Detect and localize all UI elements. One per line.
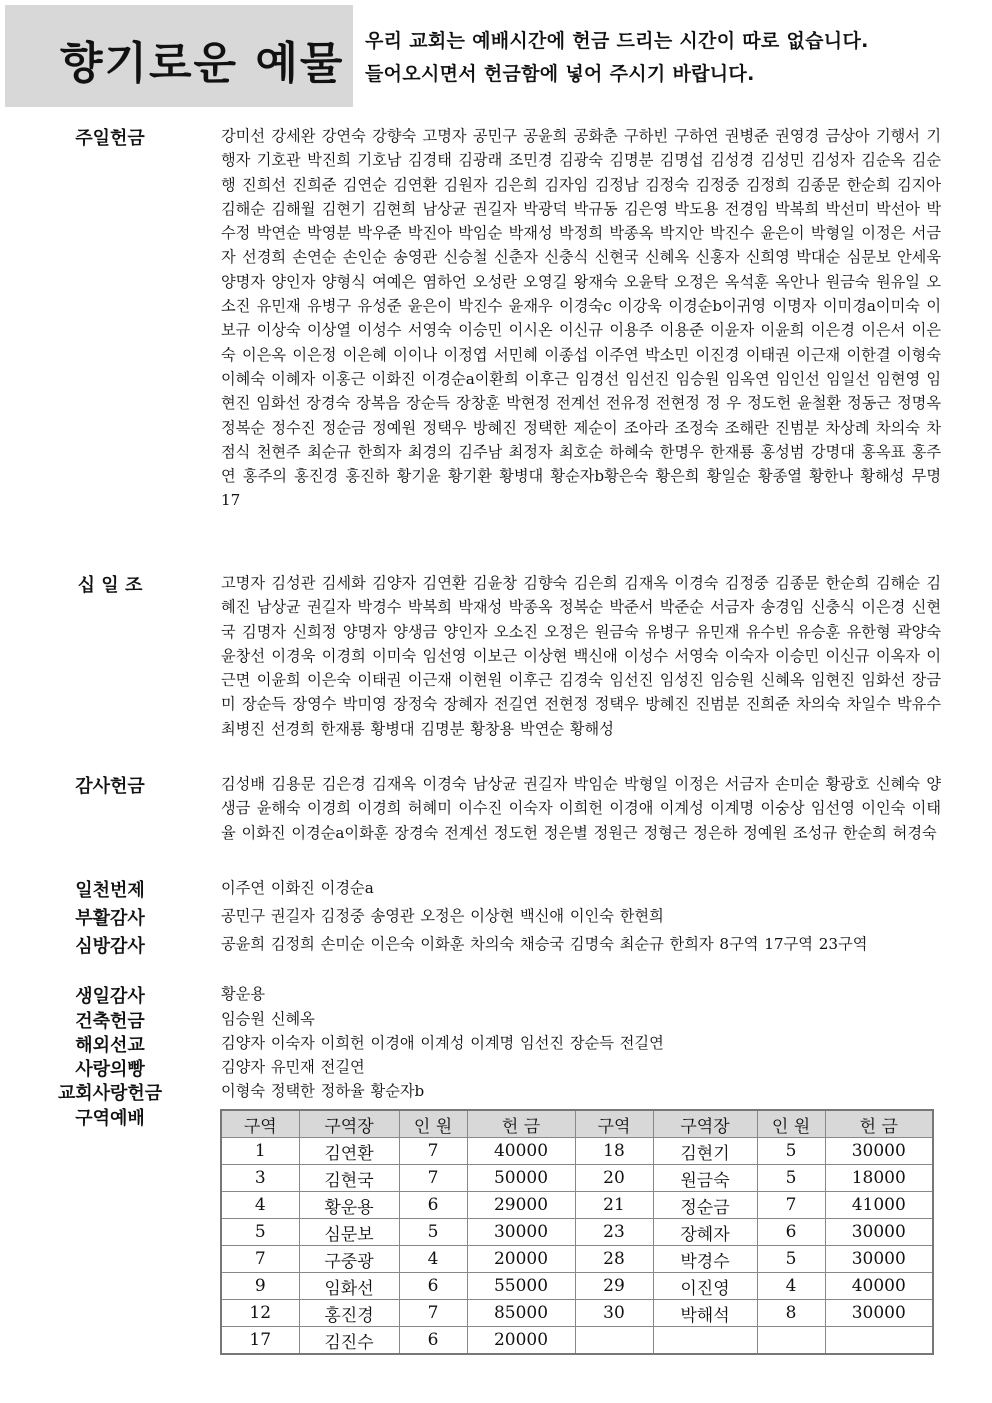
table-cell: 18000 — [825, 1165, 933, 1192]
table-cell: 29 — [575, 1273, 653, 1300]
table-cell: 4 — [399, 1246, 467, 1273]
names-church-love: 이형숙 정택한 정하율 황순자b — [221, 1082, 425, 1100]
title-box — [5, 5, 353, 107]
names-mission: 김양자 이숙자 이희헌 이경애 이계성 이계명 임선진 장순득 전길연 — [221, 1034, 664, 1052]
names-easter: 공민구 권길자 김정중 송영관 오정은 이상현 백신애 이인숙 한현희 — [221, 907, 664, 925]
table-cell: 심문보 — [299, 1219, 399, 1246]
notice-line-1: 우리 교회는 예배시간에 헌금 드리는 시간이 따로 없습니다. — [365, 30, 869, 52]
table-cell: 40000 — [467, 1138, 575, 1165]
table-cell: 30000 — [825, 1219, 933, 1246]
table-cell: 정순금 — [653, 1192, 757, 1219]
district-table — [220, 1109, 934, 1355]
table-header-cell: 헌 금 — [467, 1110, 575, 1138]
table-row — [221, 1327, 933, 1355]
table-cell: 4 — [221, 1192, 299, 1219]
table-cell: 6 — [399, 1192, 467, 1219]
table-row — [221, 1300, 933, 1327]
table-cell: 1 — [221, 1138, 299, 1165]
table-cell: 이진영 — [653, 1273, 757, 1300]
table-cell: 30000 — [825, 1138, 933, 1165]
table-cell: 홍진경 — [299, 1300, 399, 1327]
table-cell: 3 — [221, 1165, 299, 1192]
label-birthday: 생일감사 — [75, 986, 145, 1007]
table-cell: 9 — [221, 1273, 299, 1300]
table-cell: 황운용 — [299, 1192, 399, 1219]
table-cell: 구중광 — [299, 1246, 399, 1273]
label-bread: 사랑의빵 — [75, 1059, 145, 1080]
table-cell: 5 — [757, 1246, 825, 1273]
label-mission: 해외선교 — [75, 1035, 145, 1056]
table-row — [221, 1273, 933, 1300]
table-cell: 7 — [399, 1138, 467, 1165]
table-cell: 5 — [221, 1219, 299, 1246]
table-cell: 85000 — [467, 1300, 575, 1327]
table-cell: 김연환 — [299, 1138, 399, 1165]
table-cell: 임화선 — [299, 1273, 399, 1300]
table-cell: 박해석 — [653, 1300, 757, 1327]
table-cell: 7 — [221, 1246, 299, 1273]
table-cell: 6 — [757, 1219, 825, 1246]
table-cell: 30000 — [825, 1300, 933, 1327]
label-district: 구역예배 — [75, 1108, 145, 1129]
table-row — [221, 1246, 933, 1273]
table-cell: 18 — [575, 1138, 653, 1165]
names-building: 임승원 신혜옥 — [221, 1010, 315, 1028]
table-cell: 김현기 — [653, 1138, 757, 1165]
table-row — [221, 1219, 933, 1246]
table-cell: 김진수 — [299, 1327, 399, 1355]
table-cell: 박경수 — [653, 1246, 757, 1273]
table-cell: 30000 — [825, 1246, 933, 1273]
table-cell: 6 — [399, 1273, 467, 1300]
table-cell: 30000 — [467, 1219, 575, 1246]
table-cell: 7 — [757, 1192, 825, 1219]
notice-line-2: 들어오시면서 헌금함에 넣어 주시기 바랍니다. — [365, 63, 755, 85]
table-cell: 6 — [399, 1327, 467, 1355]
table-cell: 55000 — [467, 1273, 575, 1300]
table-cell: 7 — [399, 1300, 467, 1327]
table-cell — [825, 1327, 933, 1355]
table-cell: 원금숙 — [653, 1165, 757, 1192]
table-cell: 21 — [575, 1192, 653, 1219]
label-visit: 심방감사 — [75, 936, 145, 957]
table-header-cell: 구역 — [575, 1110, 653, 1138]
table-cell: 장혜자 — [653, 1219, 757, 1246]
table-header-cell: 헌 금 — [825, 1110, 933, 1138]
names-sunday: 강미선 강세완 강연숙 강향숙 고명자 공민구 공윤희 공화춘 구하빈 구하연 권병준 권영경 금상아 기행서 기행자 기호관 박진희 기호남 김경태 김광래 조민경 김광숙 김명분 김명섭 김성경 김성민 김성자 김순옥 김순행 진희선 진희준 김연순 김연환 김원자 김은희 김자임 김정남 김정숙 김정중 김정희 김종문 한순희 김지아 김해순 김해월 김현기 김현희 남상균 권길자 박광덕 박규동 김은영 박도용 전경임 박복희 박선미 박선아 박수정 박연순 박영분 박우준 박진아 박임순 박재성 박정희 박종옥 박지안 박진수 윤은이 박형일 이정은 서금자 선경희 손연순 손인순 송영관 신승철 신춘자 신충식 신현국 신혜옥 신홍자 신희영 박대순 심문보 안세욱 양명자 양인자 양형식 여예은 염하언 오성란 오영길 왕재숙 오윤탁 오정은 옥석훈 옥안나 원금숙 원유일 오소진 유민재 유병구 유성준 윤은이 박진수 윤재우 이경숙c 이강욱 이경순b이귀영 이명자 이미경a이미숙 이보규 이상숙 이상열 이성수 서영숙 이승민 이시온 이신규 이용주 이용준 이윤자 이윤희 이은경 이은서 이은숙 이은옥 이은정 이은혜 이이나 이정엽 서민혜 이종섭 이주연 박소민 이진경 이태권 이근재 이한결 이형숙 이혜숙 이혜자 이홍근 이화진 이경순a이환희 이후근 임경선 임선진 임승원 임옥연 임인선 임일선 임현영 임현진 임화선 장경숙 장복음 장순득 장창훈 박현정 전계선 전유정 전현정 정 우 정도헌 윤철환 정동근 정명옥 정복순 정수진 정순금 정예원 정택우 방혜진 정택한 제순이 조아라 조정숙 조해란 진범분 차상례 차의숙 차점식 천현주 최순규 한희자 최경의 김주남 최정자 최호순 하혜숙 한명우 한재룡 홍성범 강명대 홍옥표 홍주연 홍주의 홍진경 홍진하 황기윤 황기환 황병대 황순자b황은숙 황은희 황일순 황종열 황한나 황해성 무명17 — [221, 127, 941, 510]
table-header-cell: 구역 — [221, 1110, 299, 1138]
label-easter: 부활감사 — [75, 908, 145, 929]
table-cell: 20000 — [467, 1246, 575, 1273]
table-cell: 12 — [221, 1300, 299, 1327]
table-header-cell: 구역장 — [653, 1110, 757, 1138]
names-tithe: 고명자 김성관 김세화 김양자 김연환 김윤창 김향숙 김은희 김재옥 이경숙 김정중 김종문 한순희 김해순 김혜진 남상균 권길자 박경수 박복희 박재성 박종옥 정복순 박준서 박준순 서금자 송경임 신충식 이은경 신현국 김명자 신희정 양명자 양생금 양인자 오소진 오정은 원금숙 유병구 유민재 유수빈 유승훈 유한형 곽양숙 윤창선 이경욱 이경희 이미숙 임선영 이보근 이상현 백신애 이성수 서영숙 이숙자 이승민 이신규 이옥자 이근면 이윤희 이은숙 이태권 이근재 이현원 이후근 김경숙 임선진 임성진 임승원 신혜옥 임현진 임화선 장금미 장순득 장영수 박미영 장정숙 장혜자 전길연 전현정 정택우 방혜진 진범분 진희준 차의숙 차일수 박유수 최병진 선경희 한재룡 황병대 김명분 황창용 박연순 황해성 — [221, 574, 941, 738]
table-row — [221, 1192, 933, 1219]
table-header-row — [221, 1110, 933, 1138]
label-thousand: 일천번제 — [75, 880, 145, 901]
table-cell: 4 — [757, 1273, 825, 1300]
table-cell: 김현국 — [299, 1165, 399, 1192]
table-cell: 28 — [575, 1246, 653, 1273]
names-visit: 공윤희 김정희 손미순 이은숙 이화훈 차의숙 채승국 김명숙 최순규 한희자 8구역 17구역 23구역 — [221, 935, 868, 953]
table-row — [221, 1138, 933, 1165]
table-header-cell: 구역장 — [299, 1110, 399, 1138]
table-cell: 23 — [575, 1219, 653, 1246]
label-thanks: 감사헌금 — [75, 776, 145, 797]
label-building: 건축헌금 — [75, 1011, 145, 1032]
table-cell: 20000 — [467, 1327, 575, 1355]
table-cell: 41000 — [825, 1192, 933, 1219]
table-cell: 5 — [757, 1138, 825, 1165]
names-birthday: 황운용 — [221, 985, 266, 1003]
names-bread: 김양자 유민재 전길연 — [221, 1058, 365, 1076]
table-header-cell: 인 원 — [399, 1110, 467, 1138]
names-thousand: 이주연 이화진 이경순a — [221, 879, 374, 897]
table-row — [221, 1165, 933, 1192]
table-header-cell: 인 원 — [757, 1110, 825, 1138]
table-cell: 17 — [221, 1327, 299, 1355]
table-cell: 30 — [575, 1300, 653, 1327]
table-cell — [575, 1327, 653, 1355]
table-cell: 5 — [757, 1165, 825, 1192]
label-sunday: 주일헌금 — [75, 128, 145, 149]
names-thanks: 김성배 김용문 김은경 김재옥 이경숙 남상균 권길자 박임순 박형일 이정은 서금자 손미순 황광호 신혜숙 양생금 윤해숙 이경희 이경희 허혜미 이수진 이숙자 이희헌 이경애 이계성 이계명 이숭상 임선영 이인숙 이태율 이화진 이경순a이화훈 장경숙 전계선 정도헌 정은별 정원근 정형근 정은하 정예원 조성규 한순희 허경숙 — [221, 775, 941, 842]
table-cell: 20 — [575, 1165, 653, 1192]
table-cell: 5 — [399, 1219, 467, 1246]
notice — [365, 25, 869, 91]
table-cell: 7 — [399, 1165, 467, 1192]
page-title: 향기로운 예물 — [60, 38, 345, 89]
label-church-love: 교회사랑헌금 — [57, 1083, 163, 1104]
table-cell — [653, 1327, 757, 1355]
label-tithe: 십 일 조 — [77, 575, 143, 596]
table-cell — [757, 1327, 825, 1355]
table-cell: 50000 — [467, 1165, 575, 1192]
table-cell: 40000 — [825, 1273, 933, 1300]
table-cell: 8 — [757, 1300, 825, 1327]
table-cell: 29000 — [467, 1192, 575, 1219]
